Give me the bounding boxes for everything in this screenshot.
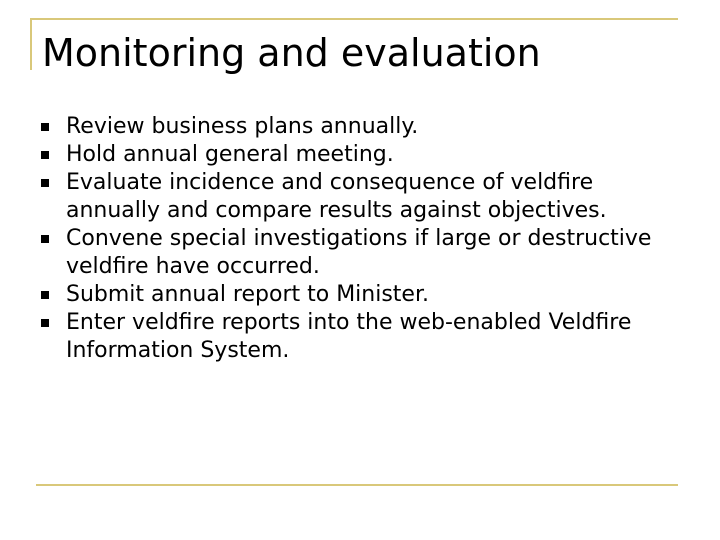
bullet-text: Evaluate incidence and consequence of veldfire annually and compare results against objectives.: [66, 170, 607, 223]
bullet-list: [40, 113, 660, 365]
bullet-text: Submit annual report to Minister.: [66, 282, 429, 307]
bullet-text: Review business plans annually.: [66, 114, 419, 139]
square-bullet-icon: [41, 151, 49, 159]
bullet-item: [40, 281, 660, 309]
footer-rule: [36, 484, 678, 486]
bullet-item: [40, 169, 660, 225]
bullet-item: [40, 113, 660, 141]
square-bullet-icon: [41, 291, 49, 299]
slide-title: Monitoring and evaluation: [42, 31, 541, 75]
bullet-item: [40, 309, 660, 365]
square-bullet-icon: [41, 179, 49, 187]
square-bullet-icon: [41, 123, 49, 131]
title-frame-left-rule: [30, 18, 32, 70]
bullet-item: [40, 225, 660, 281]
title-frame-top-rule: [30, 18, 678, 20]
bullet-text: Convene special investigations if large or destructive veldfire have occurred.: [66, 226, 652, 279]
bullet-item: [40, 141, 660, 169]
bullet-text: Hold annual general meeting.: [66, 142, 394, 167]
square-bullet-icon: [41, 319, 49, 327]
square-bullet-icon: [41, 235, 49, 243]
bullet-text: Enter veldfire reports into the web-enabled Veldfire Information System.: [66, 310, 632, 363]
